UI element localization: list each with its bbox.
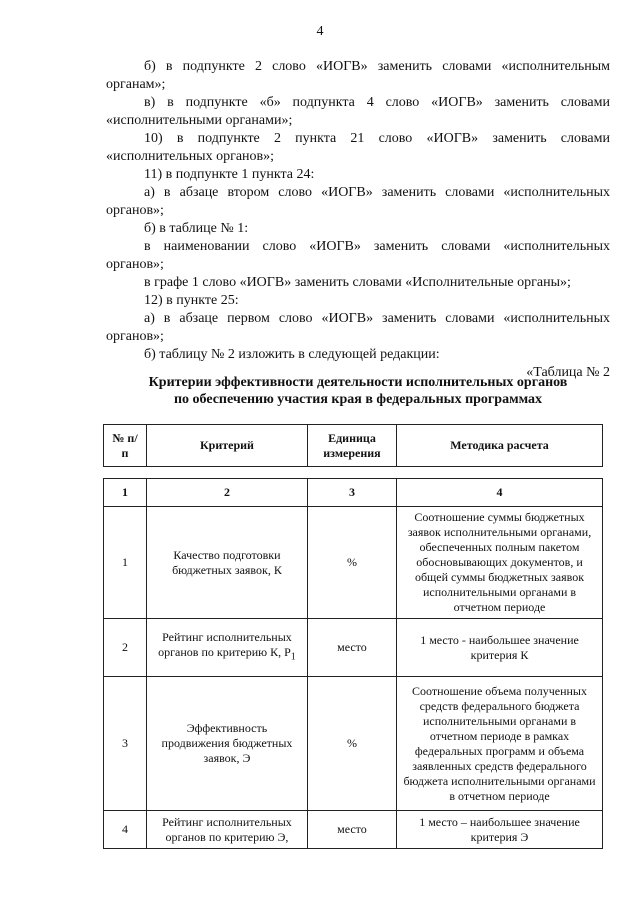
unit-cell: % (307, 677, 396, 811)
criterion-text: Рейтинг исполнительных органов по критерию К, Р (158, 630, 292, 660)
table-row (104, 619, 603, 677)
column-number: 1 (104, 479, 147, 507)
criterion-cell: Рейтинг исполнительных органов по критерию Э, (147, 811, 308, 849)
paragraph: 10) в подпункте 2 пункта 21 слово «ИОГВ» заменить словами «исполнительных органов»; (106, 131, 610, 164)
method-cell: 1 место – наибольшее значение критерия Э (397, 811, 603, 849)
paragraph: а) в абзаце втором слово «ИОГВ» заменить словами «исполнительных органов»; (106, 185, 610, 218)
paragraph: 12) в пункте 25: (144, 293, 239, 308)
column-header: Критерий (147, 425, 308, 467)
column-header: № п/п (104, 425, 147, 467)
row-number: 3 (104, 677, 147, 811)
method-cell: 1 место - наибольшее значение критерия К (397, 619, 603, 677)
column-header: Единица измерения (307, 425, 396, 467)
table-title-line: Критерии эффективности деятельности исполнительных органов (148, 375, 568, 390)
page-number: 4 (316, 24, 324, 39)
criterion-cell: Качество подготовки бюджетных заявок, К (147, 507, 308, 619)
table-title (106, 374, 610, 408)
unit-cell: место (307, 811, 396, 849)
document-body (106, 58, 610, 382)
paragraph: 11) в подпункте 1 пункта 24: (144, 167, 315, 182)
paragraph: а) в абзаце первом слово «ИОГВ» заменить словами «исполнительных органов»; (106, 311, 610, 344)
criterion-subscript: 1 (290, 651, 296, 663)
criterion-cell: Эффективность продвижения бюджетных заявок, Э (147, 677, 308, 811)
column-number: 4 (397, 479, 603, 507)
unit-cell: место (307, 619, 396, 677)
method-cell: Соотношение суммы бюджетных заявок исполнительными органами, обеспеченных полным пакетом обосновывающих документов, и общей суммы бюджетных заявок исполнительными органами в отчетном периоде (397, 507, 603, 619)
method-cell: Соотношение объема полученных средств федерального бюджета исполнительными органами в отчетном периоде в рамках федеральных программ и объема заявленных средств федерального бюджета исполнительными органами в отчетном периоде (397, 677, 603, 811)
paragraph: б) таблицу № 2 изложить в следующей редакции: (144, 347, 440, 362)
table-row (104, 677, 603, 811)
table-header (103, 424, 603, 467)
table-row (104, 811, 603, 849)
column-numbers-row (104, 479, 603, 507)
paragraph: в) в подпункте «б» подпункта 4 слово «ИОГВ» заменить словами «исполнительными органами»; (106, 95, 610, 128)
criterion-cell (147, 619, 308, 677)
unit-cell: % (307, 507, 396, 619)
paragraph: в графе 1 слово «ИОГВ» заменить словами «Исполнительные органы»; (144, 275, 571, 290)
table-title-line: по обеспечению участия края в федеральных программах (173, 392, 543, 407)
row-number: 1 (104, 507, 147, 619)
criteria-table (103, 478, 603, 849)
paragraph: б) в подпункте 2 слово «ИОГВ» заменить словами «исполнительным органам»; (106, 59, 610, 92)
table-caption: «Таблица № 2 (526, 365, 610, 380)
table-row (104, 507, 603, 619)
row-number: 4 (104, 811, 147, 849)
column-number: 2 (147, 479, 308, 507)
column-header: Методика расчета (397, 425, 603, 467)
paragraph: в наименовании слово «ИОГВ» заменить словами «исполнительных органов»; (106, 239, 610, 272)
column-number: 3 (307, 479, 396, 507)
paragraph: б) в таблице № 1: (144, 221, 249, 236)
row-number: 2 (104, 619, 147, 677)
